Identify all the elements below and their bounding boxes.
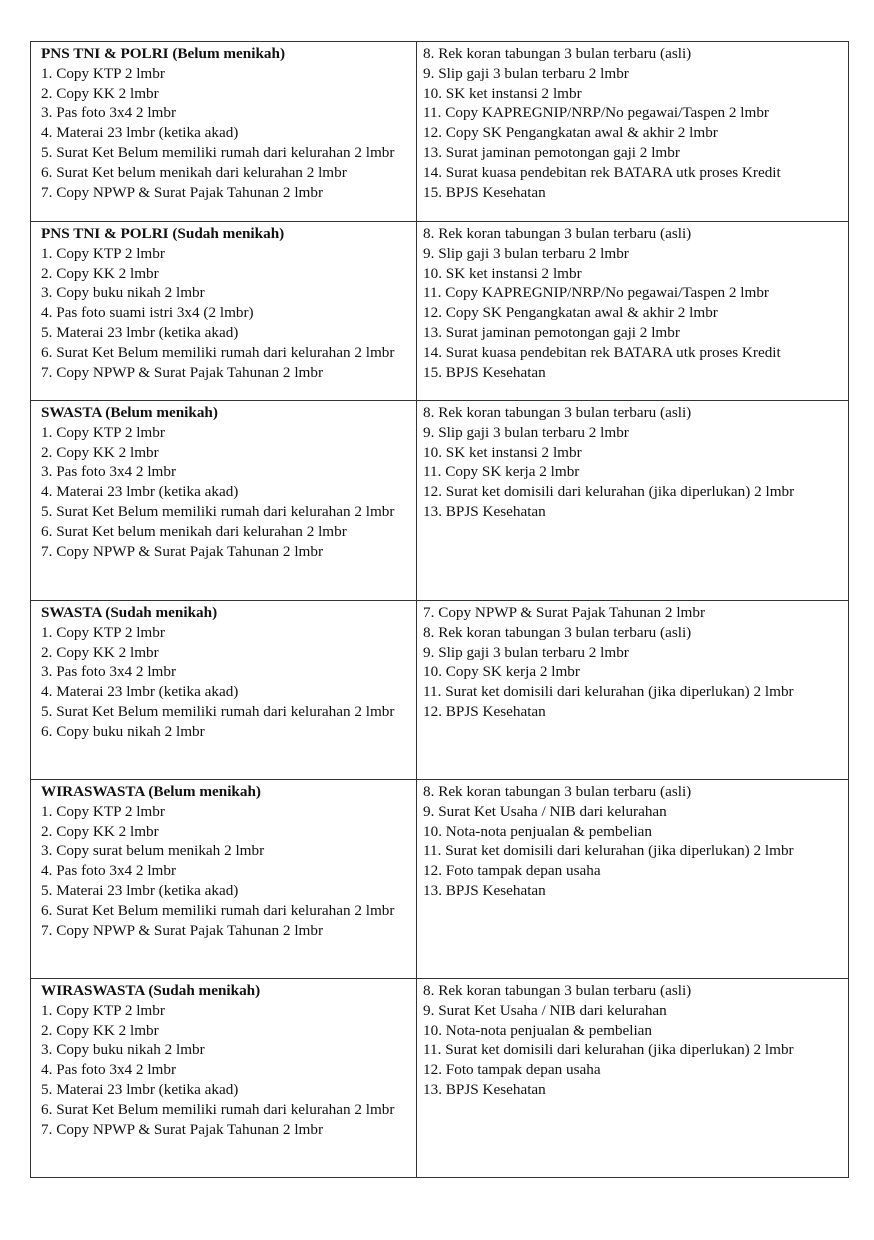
- section-left-cell: [31, 979, 417, 1178]
- requirement-item: 6. Copy buku nikah 2 lmbr: [41, 722, 205, 740]
- requirement-item: 13. BPJS Kesehatan: [423, 881, 546, 899]
- requirement-item: 9. Slip gaji 3 bulan terbaru 2 lmbr: [423, 244, 629, 262]
- section-right-cell: [417, 401, 849, 601]
- requirement-item: 1. Copy KTP 2 lmbr: [41, 423, 165, 441]
- section-left-cell: [31, 42, 417, 222]
- requirement-item: 10. Copy SK kerja 2 lmbr: [423, 663, 580, 681]
- requirement-item: 6. Surat Ket belum menikah dari kelurahan 2 lmbr: [41, 522, 347, 540]
- requirement-item: 3. Copy surat belum menikah 2 lmbr: [41, 842, 265, 860]
- section-right-cell: [417, 42, 849, 222]
- requirement-item: 10. Nota-nota penjualan & pembelian: [423, 1021, 653, 1039]
- requirement-item: 8. Rek koran tabungan 3 bulan terbaru (asli): [423, 982, 692, 999]
- requirement-item: 1. Copy KTP 2 lmbr: [41, 623, 165, 641]
- section-title: WIRASWASTA (Belum menikah): [41, 783, 261, 800]
- requirement-item: 5. Surat Ket Belum memiliki rumah dari kelurahan 2 lmbr: [41, 502, 395, 520]
- requirement-item: 9. Surat Ket Usaha / NIB dari kelurahan: [423, 1001, 667, 1019]
- requirement-item: 6. Surat Ket belum menikah dari kelurahan 2 lmbr: [41, 163, 347, 181]
- section-title: SWASTA (Belum menikah): [41, 404, 218, 421]
- requirement-item: 1. Copy KTP 2 lmbr: [41, 1001, 165, 1019]
- requirement-item: 11. Surat ket domisili dari kelurahan (jika diperlukan) 2 lmbr: [423, 683, 794, 701]
- requirement-item: 6. Surat Ket Belum memiliki rumah dari kelurahan 2 lmbr: [41, 901, 395, 919]
- requirement-item: 7. Copy NPWP & Surat Pajak Tahunan 2 lmbr: [423, 604, 705, 621]
- requirement-item: 2. Copy KK 2 lmbr: [41, 822, 159, 840]
- requirement-item: 10. SK ket instansi 2 lmbr: [423, 84, 582, 102]
- requirement-item: 1. Copy KTP 2 lmbr: [41, 64, 165, 82]
- requirement-item: 11. Copy SK kerja 2 lmbr: [423, 463, 580, 481]
- requirement-item: 3. Copy buku nikah 2 lmbr: [41, 284, 205, 302]
- requirement-item: 13. Surat jaminan pemotongan gaji 2 lmbr: [423, 143, 680, 161]
- requirement-item: 13. BPJS Kesehatan: [423, 1080, 546, 1098]
- section-left-cell: [31, 601, 417, 780]
- requirement-item: 7. Copy NPWP & Surat Pajak Tahunan 2 lmbr: [41, 542, 323, 560]
- requirement-item: 7. Copy NPWP & Surat Pajak Tahunan 2 lmbr: [41, 183, 323, 201]
- requirement-item: 10. SK ket instansi 2 lmbr: [423, 443, 582, 461]
- requirement-item: 7. Copy NPWP & Surat Pajak Tahunan 2 lmbr: [41, 921, 323, 939]
- section-right-cell: [417, 780, 849, 979]
- requirement-item: 13. Surat jaminan pemotongan gaji 2 lmbr: [423, 323, 680, 341]
- requirement-item: 4. Materai 23 lmbr (ketika akad): [41, 124, 239, 142]
- requirement-item: 9. Surat Ket Usaha / NIB dari kelurahan: [423, 802, 667, 820]
- requirement-item: 2. Copy KK 2 lmbr: [41, 84, 159, 102]
- requirement-item: 2. Copy KK 2 lmbr: [41, 1021, 159, 1039]
- requirement-item: 3. Pas foto 3x4 2 lmbr: [41, 104, 176, 122]
- requirement-item: 5. Materai 23 lmbr (ketika akad): [41, 881, 239, 899]
- requirement-item: 15. BPJS Kesehatan: [423, 183, 546, 201]
- requirement-item: 2. Copy KK 2 lmbr: [41, 264, 159, 282]
- section-left-cell: [31, 780, 417, 979]
- requirement-item: 11. Surat ket domisili dari kelurahan (jika diperlukan) 2 lmbr: [423, 842, 794, 860]
- section-row: [31, 780, 849, 979]
- requirement-item: 7. Copy NPWP & Surat Pajak Tahunan 2 lmbr: [41, 363, 323, 381]
- section-title: WIRASWASTA (Sudah menikah): [41, 982, 261, 999]
- requirement-item: 12. Foto tampak depan usaha: [423, 862, 601, 880]
- requirement-item: 8. Rek koran tabungan 3 bulan terbaru (asli): [423, 404, 692, 421]
- requirement-item: 5. Materai 23 lmbr (ketika akad): [41, 1080, 239, 1098]
- requirement-item: 11. Copy KAPREGNIP/NRP/No pegawai/Taspen 2 lmbr: [423, 284, 769, 302]
- requirement-item: 15. BPJS Kesehatan: [423, 363, 546, 381]
- section-right-cell: [417, 222, 849, 401]
- requirement-item: 8. Rek koran tabungan 3 bulan terbaru (asli): [423, 45, 692, 62]
- requirement-item: 7. Copy NPWP & Surat Pajak Tahunan 2 lmbr: [41, 1120, 323, 1138]
- requirement-item: 12. Surat ket domisili dari kelurahan (jika diperlukan) 2 lmbr: [423, 483, 795, 501]
- section-title: SWASTA (Sudah menikah): [41, 604, 218, 621]
- requirement-item: 12. Copy SK Pengangkatan awal & akhir 2 lmbr: [423, 304, 718, 322]
- section-row: [31, 979, 849, 1178]
- section-right-cell: [417, 979, 849, 1178]
- requirement-item: 6. Surat Ket Belum memiliki rumah dari kelurahan 2 lmbr: [41, 1100, 395, 1118]
- requirement-item: 14. Surat kuasa pendebitan rek BATARA utk proses Kredit: [423, 343, 781, 361]
- requirement-item: 2. Copy KK 2 lmbr: [41, 443, 159, 461]
- requirement-item: 11. Copy KAPREGNIP/NRP/No pegawai/Taspen 2 lmbr: [423, 104, 769, 122]
- requirement-item: 12. Copy SK Pengangkatan awal & akhir 2 lmbr: [423, 124, 718, 142]
- section-right-cell: [417, 601, 849, 780]
- requirement-item: 13. BPJS Kesehatan: [423, 502, 546, 520]
- section-row: [31, 222, 849, 401]
- requirements-table-body: [31, 42, 849, 1178]
- requirement-item: 9. Slip gaji 3 bulan terbaru 2 lmbr: [423, 64, 629, 82]
- requirement-item: 8. Rek koran tabungan 3 bulan terbaru (asli): [423, 623, 692, 641]
- requirement-item: 4. Pas foto suami istri 3x4 (2 lmbr): [41, 304, 254, 322]
- section-row: [31, 42, 849, 222]
- section-row: [31, 401, 849, 601]
- requirement-item: 5. Surat Ket Belum memiliki rumah dari kelurahan 2 lmbr: [41, 702, 395, 720]
- section-left-cell: [31, 401, 417, 601]
- section-row: [31, 601, 849, 780]
- section-left-cell: [31, 222, 417, 401]
- requirement-item: 1. Copy KTP 2 lmbr: [41, 802, 165, 820]
- requirement-item: 5. Surat Ket Belum memiliki rumah dari kelurahan 2 lmbr: [41, 143, 395, 161]
- requirement-item: 3. Copy buku nikah 2 lmbr: [41, 1041, 205, 1059]
- requirement-item: 12. BPJS Kesehatan: [423, 702, 546, 720]
- requirement-item: 4. Materai 23 lmbr (ketika akad): [41, 683, 239, 701]
- requirement-item: 4. Pas foto 3x4 2 lmbr: [41, 1061, 176, 1079]
- requirement-item: 9. Slip gaji 3 bulan terbaru 2 lmbr: [423, 423, 629, 441]
- requirement-item: 10. SK ket instansi 2 lmbr: [423, 264, 582, 282]
- requirement-item: 2. Copy KK 2 lmbr: [41, 643, 159, 661]
- requirements-table: [30, 41, 849, 1178]
- requirement-item: 5. Materai 23 lmbr (ketika akad): [41, 323, 239, 341]
- requirement-item: 11. Surat ket domisili dari kelurahan (jika diperlukan) 2 lmbr: [423, 1041, 794, 1059]
- section-title: PNS TNI & POLRI (Sudah menikah): [41, 225, 285, 242]
- requirement-item: 1. Copy KTP 2 lmbr: [41, 244, 165, 262]
- requirement-item: 14. Surat kuasa pendebitan rek BATARA utk proses Kredit: [423, 163, 781, 181]
- requirement-item: 12. Foto tampak depan usaha: [423, 1061, 601, 1079]
- requirement-item: 4. Pas foto 3x4 2 lmbr: [41, 862, 176, 880]
- requirement-item: 9. Slip gaji 3 bulan terbaru 2 lmbr: [423, 643, 629, 661]
- requirement-item: 3. Pas foto 3x4 2 lmbr: [41, 663, 176, 681]
- requirement-item: 8. Rek koran tabungan 3 bulan terbaru (asli): [423, 783, 692, 800]
- requirement-item: 6. Surat Ket Belum memiliki rumah dari kelurahan 2 lmbr: [41, 343, 395, 361]
- requirement-item: 3. Pas foto 3x4 2 lmbr: [41, 463, 176, 481]
- section-title: PNS TNI & POLRI (Belum menikah): [41, 45, 286, 62]
- requirement-item: 8. Rek koran tabungan 3 bulan terbaru (asli): [423, 225, 692, 242]
- requirement-item: 4. Materai 23 lmbr (ketika akad): [41, 483, 239, 501]
- requirement-item: 10. Nota-nota penjualan & pembelian: [423, 822, 653, 840]
